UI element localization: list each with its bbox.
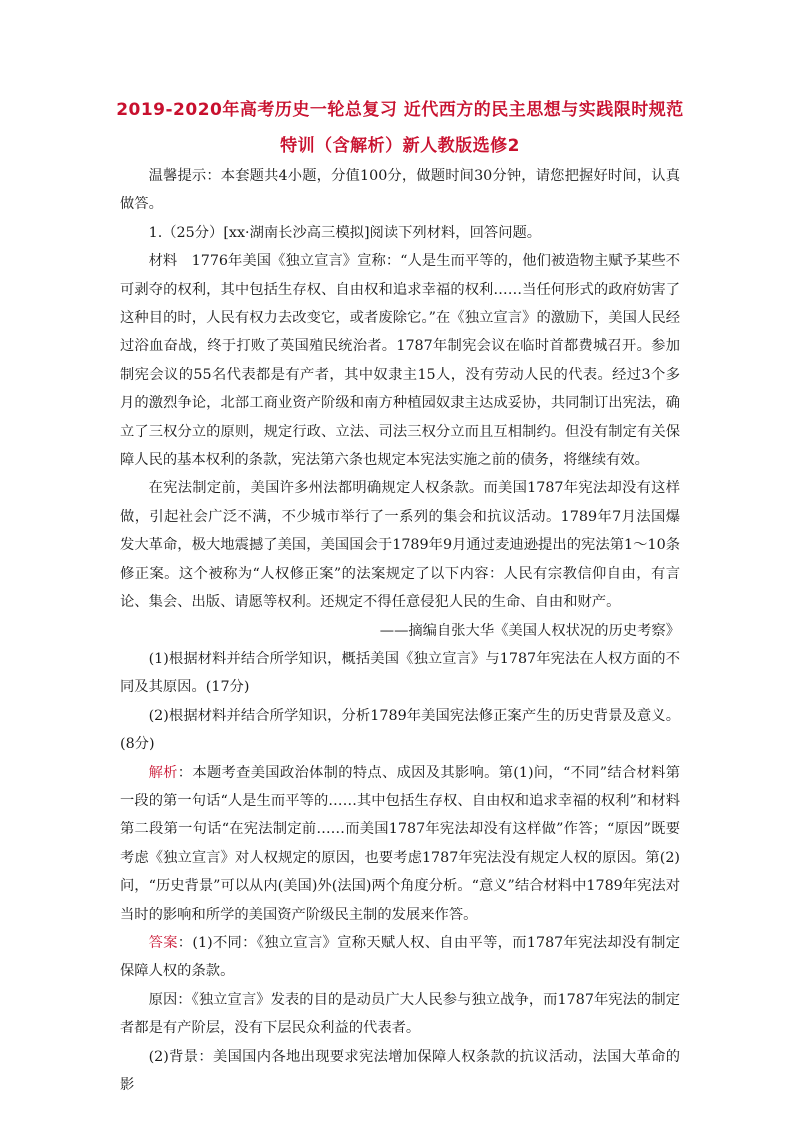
answer-paragraph [120, 929, 680, 986]
sub-question-1: (1)根据材料并结合所学知识，概括美国《独立宣言》与1787年宪法在人权方面的不同及其原因。(17分) [120, 650, 680, 696]
answer-background-paragraph: (2)背景：美国国内各地出现要求宪法增加保障人权条款的抗议活动，法国大革命的影 [120, 1048, 680, 1093]
answer-text: ：(1)不同：《独立宣言》宣称天赋人权、自由平等，而1787年宪法却没有制定保障人权的条款。 [120, 934, 681, 980]
material-paragraph-1: 材料 1776年美国《独立宣言》宣称：“人是生而平等的，他们被造物主赋予某些不可剥夺的权利，其中包括生存权、自由权和追求幸福的权利……当任何形式的政府妨害了这种目的时，人民有权力去改变它，或者废除它。”在《独立宣言》的激励下，美国人民经过浴血奋战，终于打败了英国殖民统治者。1787年制宪会议在临时首都费城召开。参加制宪会议的55名代表都是有产者，其中奴隶主15人，没有劳动人民的代表。经过3个多月的激烈争论，北部工商业资产阶级和南方种植园奴隶主达成妥协，共同制订出宪法，确立了三权分立的原则，规定行政、立法、司法三权分立而且互相制约。但没有制定有关保障人民的基本权利的条款，宪法第六条也规定本宪法实施之前的债务，将继续有效。 [120, 253, 680, 469]
material-source: ——摘编自张大华《美国人权状况的历史考察》 [379, 622, 680, 639]
answer-label: 答案 [148, 934, 178, 951]
material-paragraph-2: 在宪法制定前，美国许多州法都明确规定人权条款。而美国1787年宪法却没有这样做，引起社会广泛不满，不少城市举行了一系列的集会和抗议活动。1789年7月法国爆发大革命，极大地震撼了美国，美国国会于1789年9月通过麦迪逊提出的宪法第1～10条修正案。这个被称为“人权修正案”的法案规定了以下内容：人民有宗教信仰自由，有言论、集会、出版、请愿等权利。还规定不得任意侵犯人民的生命、自由和财产。 [120, 480, 680, 611]
document-body [120, 162, 680, 1099]
analysis-paragraph [120, 759, 680, 929]
answer-reason-paragraph: 原因：《独立宣言》发表的目的是动员广大人民参与独立战争，而1787年宪法的制定者都是有产阶层，没有下层民众利益的代表者。 [120, 991, 680, 1037]
analysis-label: 解析 [148, 764, 178, 781]
sub-question-2: (2)根据材料并结合所学知识，分析1789年美国宪法修正案产生的历史背景及意义。(8分) [120, 707, 680, 753]
analysis-text: ：本题考查美国政治体制的特点、成因及其影响。第(1)问，“不同”结合材料第一段的第一句话“人是生而平等的……其中包括生存权、自由权和追求幸福的权利”和材料第二段第一句话“在宪法制定前……而美国1787年宪法却没有这样做”作答；“原因”既要考虑《独立宣言》对人权规定的原因，也要考虑1787年宪法没有规定人权的原因。第(2)问，“历史背景”可以从内(美国)外(法国)两个角度分析。“意义”结合材料中1789年宪法对当时的影响和所学的美国资产阶级民主制的发展来作答。 [120, 764, 681, 923]
tip-paragraph: 温馨提示：本套题共4小题，分值100分，做题时间30分钟，请您把握好时间，认真做答。 [120, 168, 680, 213]
document-title-line-2: 特训（含解析）新人教版选修2 [280, 136, 520, 156]
document-title-line-1: 2019-2020年高考历史一轮总复习 近代西方的民主思想与实践限时规范 [116, 100, 684, 120]
question-header: 1.（25分）[xx·湖南长沙高三模拟]阅读下列材料，回答问题。 [148, 224, 542, 241]
